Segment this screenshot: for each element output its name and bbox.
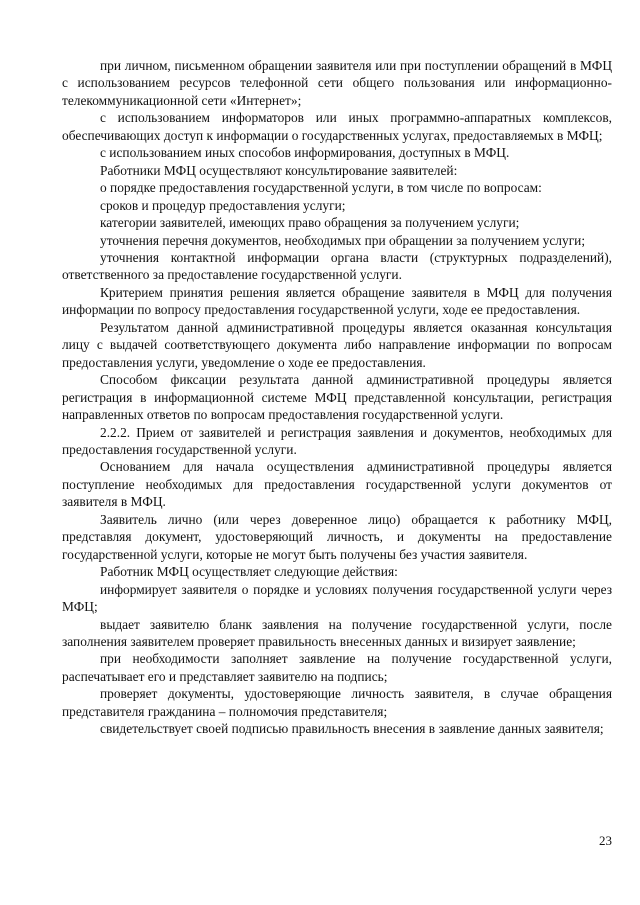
body-text xyxy=(62,57,612,738)
paragraph: категории заявителей, имеющих право обращения за получением услуги; xyxy=(100,215,520,231)
paragraph: с использованием информаторов или иных программно-аппаратных комплексов, обеспечивающих доступ к информации о государственных услугах, предоставляемых в МФЦ; xyxy=(62,110,612,143)
paragraph: о порядке предоставления государственной услуги, в том числе по вопросам: xyxy=(100,180,542,196)
paragraph: Работники МФЦ осуществляют консультирование заявителей: xyxy=(100,162,458,178)
paragraph: при необходимости заполняет заявление на получение государственной услуги, распечатывает его и представляет заявителю на подпись; xyxy=(62,651,612,684)
paragraph: Заявитель лично (или через доверенное лицо) обращается к работнику МФЦ, представляя документ, удостоверяющий личность, и документы на предоставление государственной услуги, которые не могут быть получены без участия заявителя. xyxy=(62,511,612,562)
paragraph: Работник МФЦ осуществляет следующие действия: xyxy=(100,564,398,580)
paragraph: сроков и процедур предоставления услуги; xyxy=(100,197,346,213)
paragraph: при личном, письменном обращении заявителя или при поступлении обращений в МФЦ с использованием ресурсов телефонной сети общего пользования или информационно-телекоммуникационной сети «Интернет»; xyxy=(62,58,612,108)
paragraph: уточнения перечня документов, необходимых при обращении за получением услуги; xyxy=(100,232,586,248)
paragraph: свидетельствует своей подписью правильность внесения в заявление данных заявителя; xyxy=(100,721,604,737)
paragraph: информирует заявителя о порядке и условиях получения государственной услуги через МФЦ; xyxy=(62,581,612,615)
paragraph: Основанием для начала осуществления административной процедуры является поступление необходимых для предоставления государственной услуги документов от заявителя в МФЦ. xyxy=(62,459,612,510)
paragraph: уточнения контактной информации органа власти (структурных подразделений), ответственного за предоставление государственной услуги. xyxy=(62,249,612,283)
paragraph: проверяет документы, удостоверяющие личность заявителя, в случае обращения представителя гражданина – полномочия представителя; xyxy=(62,686,612,719)
paragraph: выдает заявителю бланк заявления на получение государственной услуги, после заполнения заявителем проверяет правильность внесенных данных и визирует заявление; xyxy=(62,616,612,649)
paragraph: с использованием иных способов информирования, доступных в МФЦ. xyxy=(100,145,510,161)
paragraph: Способом фиксации результата данной административной процедуры является регистрация в информационной системе МФЦ представленной консультации, регистрация направленных ответов по вопросам предоставления государственной услуги. xyxy=(62,372,612,423)
section-heading: 2.2.2. Прием от заявителей и регистрация заявления и документов, необходимых для предоставления государственной услуги. xyxy=(62,424,612,457)
paragraph: Критерием принятия решения является обращение заявителя в МФЦ для получения информации по вопросу предоставления государственной услуги, ходе ее предоставления. xyxy=(62,284,612,318)
paragraph: Результатом данной административной процедуры является оказанная консультация лицу с выдачей соответствующего документа либо направление информации по вопросам предоставления услуги, уведомление о ходе ее предоставления. xyxy=(62,319,612,370)
page-number: 23 xyxy=(599,833,612,848)
